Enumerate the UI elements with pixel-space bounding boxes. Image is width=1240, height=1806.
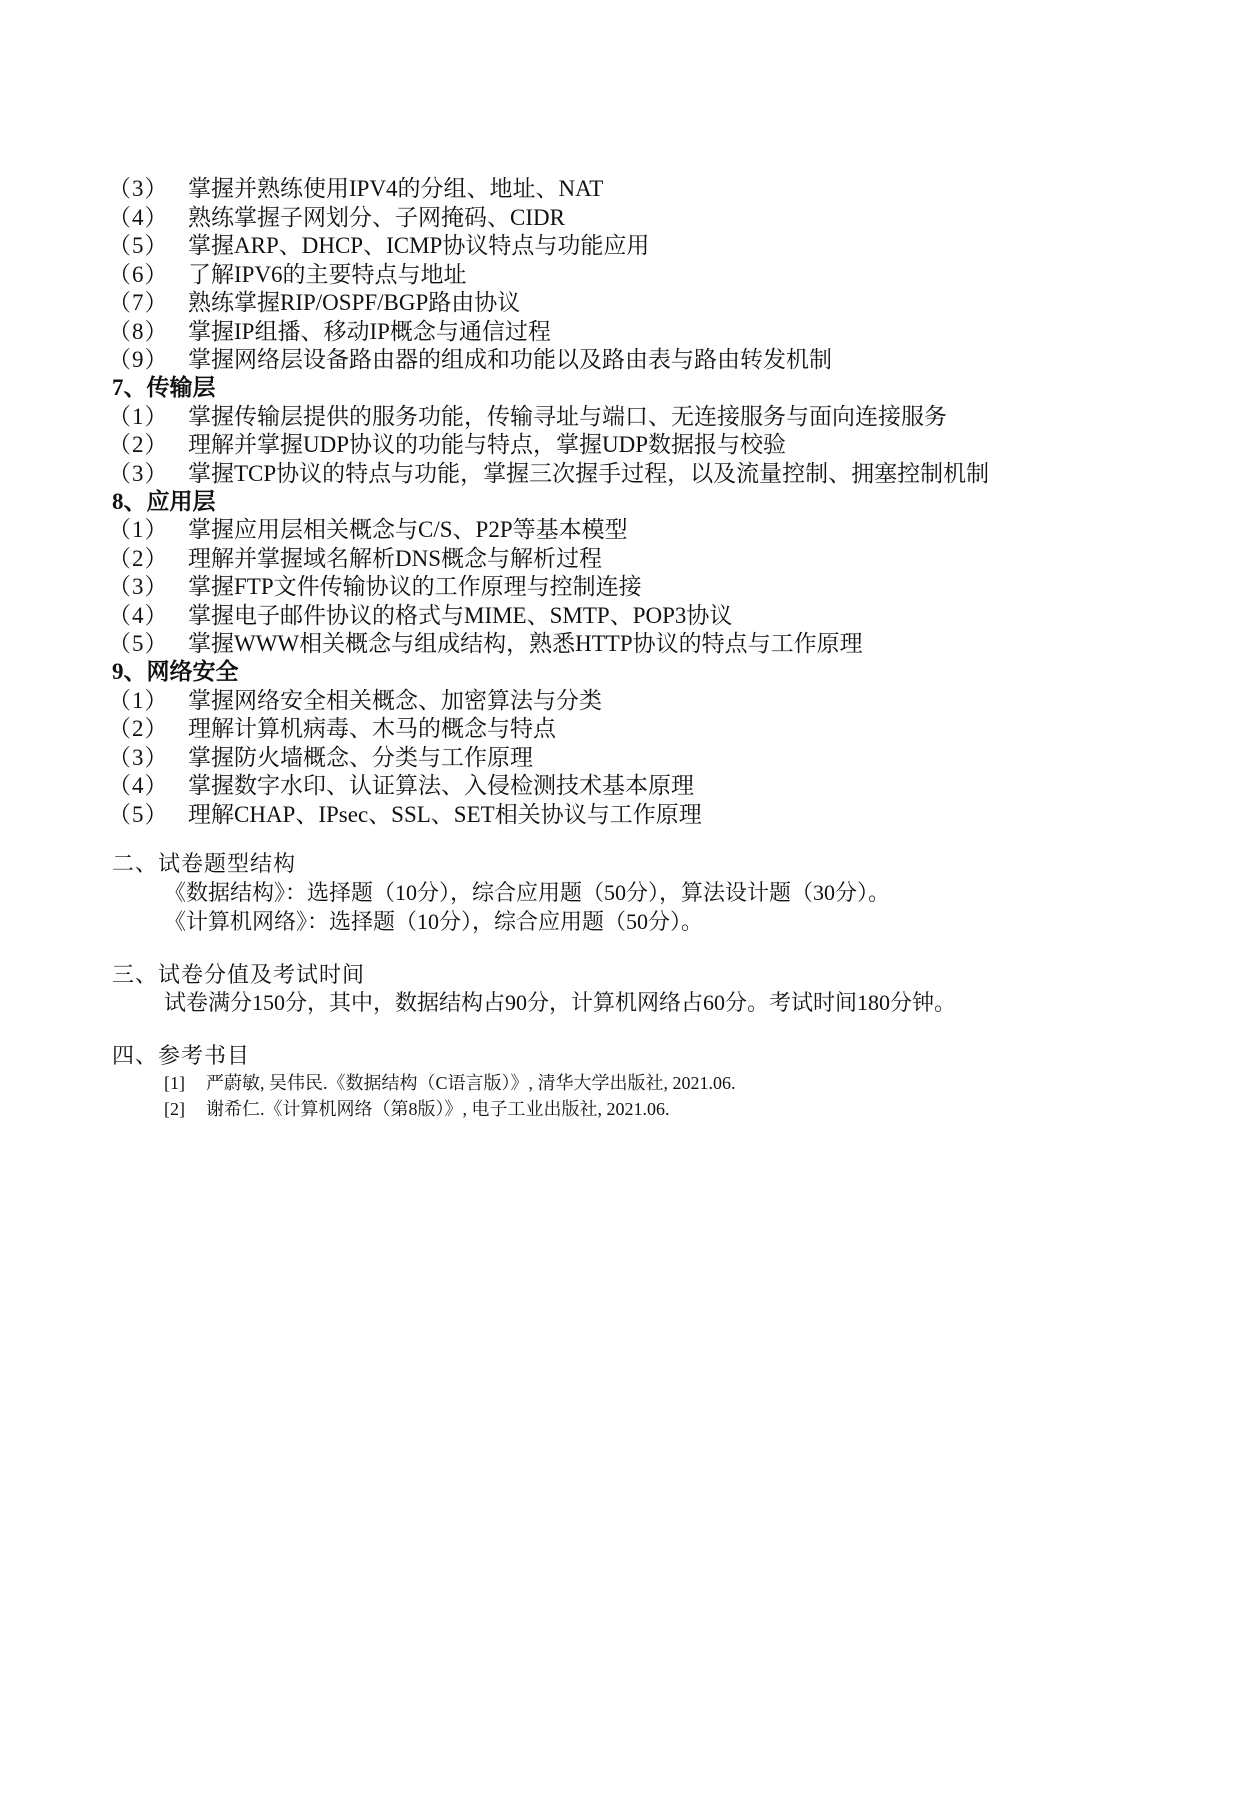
item-number: （3） [108, 461, 169, 486]
reference-item [164, 1096, 670, 1122]
section-title-references: 四、参考书目 [112, 1043, 251, 1068]
item-number: （8） [108, 319, 169, 344]
item-text: 掌握防火墙概念、分类与工作原理 [188, 745, 533, 770]
item-number: （5） [108, 233, 169, 258]
item-text: 了解IPV6的主要特点与地址 [188, 262, 467, 287]
reference-item [164, 1070, 736, 1096]
section-heading-application: 8、应用层 [112, 489, 216, 514]
item-number: （7） [108, 290, 169, 315]
item-number: （3） [108, 176, 169, 201]
item-number: （9） [108, 347, 169, 372]
item-number: （1） [108, 688, 169, 713]
item-number: （1） [108, 404, 169, 429]
item-text: 掌握ARP、DHCP、ICMP协议特点与功能应用 [188, 233, 650, 258]
item-number: （6） [108, 262, 169, 287]
reference-text: 谢希仁.《计算机网络（第8版）》, 电子工业出版社, 2021.06. [206, 1099, 670, 1119]
exam-structure-line: 《计算机网络》：选择题（10分），综合应用题（50分）。 [164, 909, 704, 934]
item-text: 掌握IP组播、移动IP概念与通信过程 [188, 319, 551, 344]
item-text: 熟练掌握子网划分、子网掩码、CIDR [188, 205, 565, 230]
item-number: （5） [108, 631, 169, 656]
item-number: （2） [108, 432, 169, 457]
item-number: （3） [108, 574, 169, 599]
reference-number: [2] [164, 1099, 185, 1119]
exam-structure-line: 《数据结构》：选择题（10分），综合应用题（50分），算法设计题（30分）。 [164, 880, 891, 905]
item-text: 掌握FTP文件传输协议的工作原理与控制连接 [188, 574, 642, 599]
reference-number: [1] [164, 1073, 185, 1093]
item-text: 理解CHAP、IPsec、SSL、SET相关协议与工作原理 [188, 802, 702, 827]
item-text: 掌握并熟练使用IPV4的分组、地址、NAT [188, 176, 604, 201]
item-text: 掌握网络层设备路由器的组成和功能以及路由表与路由转发机制 [188, 347, 832, 372]
item-text: 掌握网络安全相关概念、加密算法与分类 [188, 688, 602, 713]
item-text: 掌握电子邮件协议的格式与MIME、SMTP、POP3协议 [188, 603, 733, 628]
section-heading-transport: 7、传输层 [112, 375, 216, 400]
section-heading-security: 9、网络安全 [112, 659, 239, 684]
item-text: 掌握应用层相关概念与C/S、P2P等基本模型 [188, 517, 628, 542]
section-title-exam-structure: 二、试卷题型结构 [112, 851, 297, 876]
item-text: 掌握WWW相关概念与组成结构，熟悉HTTP协议的特点与工作原理 [188, 631, 863, 656]
item-number: （5） [108, 802, 169, 827]
item-number: （2） [108, 716, 169, 741]
item-text: 掌握TCP协议的特点与功能，掌握三次握手过程，以及流量控制、拥塞控制机制 [188, 461, 990, 486]
item-text: 理解并掌握域名解析DNS概念与解析过程 [188, 546, 603, 571]
item-number: （2） [108, 546, 169, 571]
score-time-line: 试卷满分150分，其中，数据结构占90分，计算机网络占60分。考试时间180分钟。 [164, 990, 957, 1015]
item-number: （1） [108, 517, 169, 542]
item-number: （4） [108, 773, 169, 798]
item-text: 掌握传输层提供的服务功能，传输寻址与端口、无连接服务与面向连接服务 [188, 404, 947, 429]
item-text: 掌握数字水印、认证算法、入侵检测技术基本原理 [188, 773, 694, 798]
item-text: 理解计算机病毒、木马的概念与特点 [188, 716, 556, 741]
item-number: （3） [108, 745, 169, 770]
item-text: 熟练掌握RIP/OSPF/BGP路由协议 [188, 290, 521, 315]
reference-text: 严蔚敏, 吴伟民.《数据结构（C语言版）》, 清华大学出版社, 2021.06. [206, 1073, 736, 1093]
section-title-score-time: 三、试卷分值及考试时间 [112, 962, 366, 987]
item-number: （4） [108, 205, 169, 230]
item-number: （4） [108, 603, 169, 628]
item-text: 理解并掌握UDP协议的功能与特点，掌握UDP数据报与校验 [188, 432, 787, 457]
